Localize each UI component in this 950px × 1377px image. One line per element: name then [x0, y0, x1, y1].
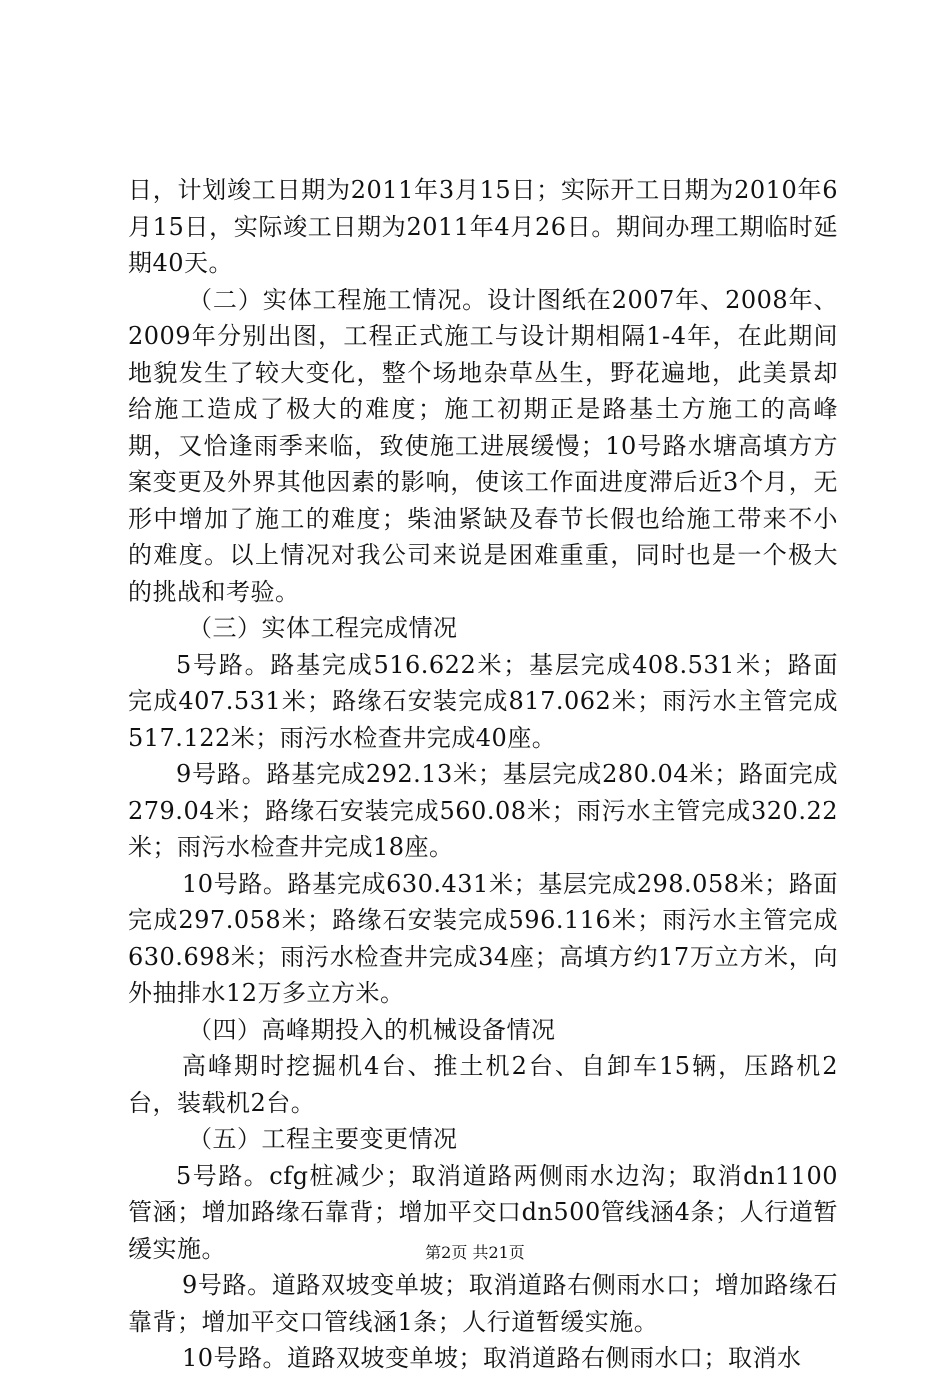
- paragraph-peak-equipment: 高峰期时挖掘机4台、推土机2台、自卸车15辆，压路机2台，装载机2台。: [128, 1052, 838, 1117]
- paragraph-road-5-completion: 5号路。路基完成516.622米；基层完成408.531米；路面完成407.531米；路缘石安装完成817.062米；雨污水主管完成517.122米；雨污水检查井完成40座。: [128, 650, 838, 752]
- paragraph-road-5-changes: 5号路。cfg桩减少；取消道路两侧雨水边沟；取消dn1100管涵；增加路缘石靠背；增加平交口dn500管线涵4条；人行道暂缓实施。: [128, 1161, 838, 1263]
- paragraph-schedule: 日，计划竣工日期为2011年3月15日；实际开工日期为2010年6月15日，实际竣工日期为2011年4月26日。期间办理工期临时延期40天。: [128, 176, 838, 277]
- heading-completion-status: （三）实体工程完成情况: [188, 614, 458, 642]
- heading-major-changes: （五）工程主要变更情况: [188, 1125, 458, 1153]
- paragraph-construction-situation: （二）实体工程施工情况。设计图纸在2007年、2008年、2009年分别出图，工程正式施工与设计期相隔1-4年，在此期间地貌发生了较大变化，整个场地杂草丛生，野花遍地，此美景却给施工造成了极大的难度；施工初期正是路基土方施工的高峰期，又恰逢雨季来临，致使施工进展缓慢；10号路水塘高填方方案变更及外界其他因素的影响，使该工作面进度滞后近3个月，无形中增加了施工的难度；柴油紧缺及春节长假也给施工带来不小的难度。以上情况对我公司来说是困难重重，同时也是一个极大的挑战和考验。: [128, 285, 838, 606]
- paragraph-road-10-changes: 10号路。道路双坡变单坡；取消道路右侧雨水口；取消水: [182, 1344, 802, 1372]
- body-text: [128, 172, 838, 1377]
- paragraph-road-9-changes: 9号路。道路双坡变单坡；取消道路右侧雨水口；增加路缘石靠背；增加平交口管线涵1条；人行道暂缓实施。: [128, 1271, 838, 1336]
- paragraph-road-9-completion: 9号路。路基完成292.13米；基层完成280.04米；路面完成279.04米；路缘石安装完成560.08米；雨污水主管完成320.22米；雨污水检查井完成18座。: [128, 760, 838, 861]
- heading-peak-equipment: （四）高峰期投入的机械设备情况: [188, 1015, 556, 1044]
- paragraph-road-10-completion: 10号路。路基完成630.431米；基层完成298.058米；路面完成297.058米；路缘石安装完成596.116米；雨污水主管完成630.698米；雨污水检查井完成34座；高填方约17万立方米，向外抽排水12万多立方米。: [128, 869, 838, 1007]
- page-number-footer: 第2页 共21页: [425, 1243, 525, 1262]
